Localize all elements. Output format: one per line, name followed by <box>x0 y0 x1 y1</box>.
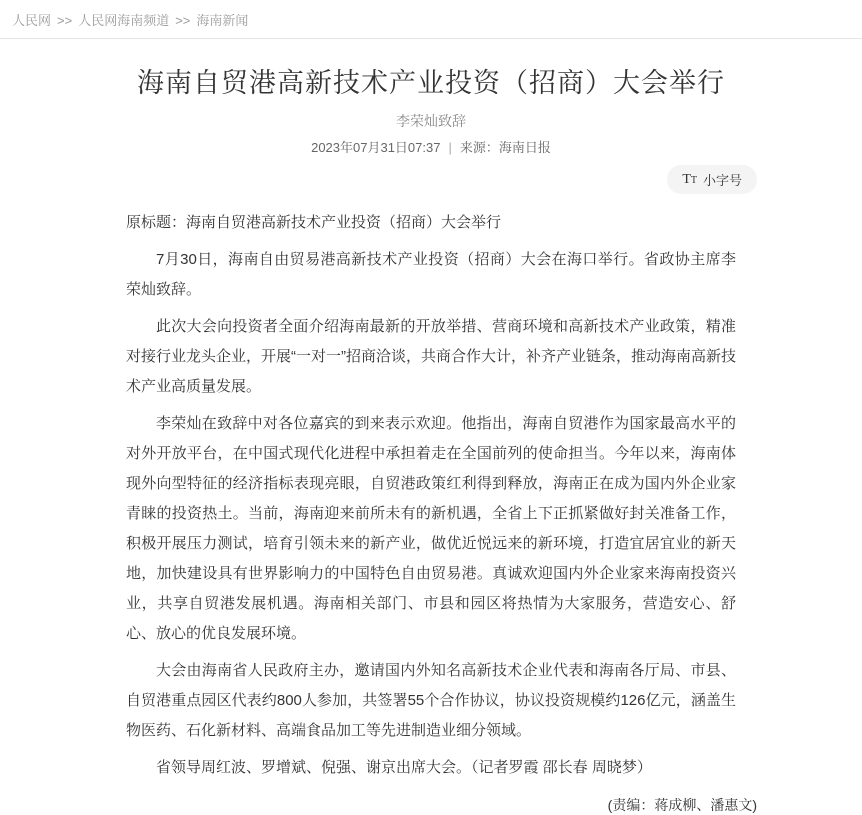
paragraph: 省领导周红波、罗增斌、倪强、谢京出席大会。（记者罗霞 邵长春 周晓梦） <box>156 759 652 776</box>
publish-date: 2023年07月31日07:37 <box>311 140 441 155</box>
article-body <box>105 208 757 783</box>
font-size-icon: TT <box>682 172 697 187</box>
breadcrumb <box>0 0 862 39</box>
article-title: 海南自贸港高新技术产业投资（招商）大会举行 <box>137 68 725 98</box>
paragraph: 此次大会向投资者全面介绍海南最新的开放举措、营商环境和高新技术产业政策，精准对接行业龙头企业，开展“一对一”招商洽谈，共商合作大计，补齐产业链条，推动海南高新技术产业高质量发展。 <box>126 318 736 395</box>
breadcrumb-separator: >> <box>175 13 191 28</box>
breadcrumb-link-peoples-daily[interactable]: 人民网 <box>12 13 52 28</box>
paragraph: 7月30日，海南自由贸易港高新技术产业投资（招商）大会在海口举行。省政协主席李荣灿致辞。 <box>126 251 736 298</box>
font-size-button[interactable] <box>667 165 757 194</box>
breadcrumb-separator: >> <box>57 13 73 28</box>
paragraph: 大会由海南省人民政府主办，邀请国内外知名高新技术企业代表和海南各厅局、市县、自贸港重点园区代表约800人参加，共签署55个合作协议，协议投资规模约126亿元，涵盖生物医药、石化新材料、高端食品加工等先进制造业细分领域。 <box>126 662 736 739</box>
article-container <box>105 65 757 815</box>
source-link[interactable]: 海南日报 <box>498 140 551 155</box>
breadcrumb-link-hainan-channel[interactable]: 人民网海南频道 <box>78 13 170 28</box>
article-toolbar <box>105 165 757 194</box>
article-meta <box>105 139 757 157</box>
breadcrumb-link-hainan-news[interactable]: 海南新闻 <box>196 13 249 28</box>
source-label: 来源： <box>459 140 499 155</box>
original-title: 原标题：海南自贸港高新技术产业投资（招商）大会举行 <box>126 214 502 231</box>
paragraph: 李荣灿在致辞中对各位嘉宾的到来表示欢迎。他指出，海南自贸港作为国家最高水平的对外开放平台，在中国式现代化进程中承担着走在全国前列的使命担当。今年以来，海南体现外向型特征的经济指标表现亮眼，自贸港政策红利得到释放，海南正在成为国内外企业家青睐的投资热土。当前，海南迎来前所未有的新机遇，全省上下正抓紧做好封关准备工作，积极开展压力测试，培育引领未来的新产业，做优近悦远来的新环境，打造宜居宜业的新天地，加快建设具有世界影响力的中国特色自由贸易港。真诚欢迎国内外企业家来海南投资兴业，共享自贸港发展机遇。海南相关部门、市县和园区将热情为大家服务，营造安心、舒心、放心的优良发展环境。 <box>126 415 736 642</box>
editor-credit: (责编：蒋成柳、潘惠文) <box>607 797 757 813</box>
meta-separator: | <box>448 140 452 155</box>
article-subtitle: 李荣灿致辞 <box>396 113 466 129</box>
font-size-button-label: 小字号 <box>702 173 742 188</box>
